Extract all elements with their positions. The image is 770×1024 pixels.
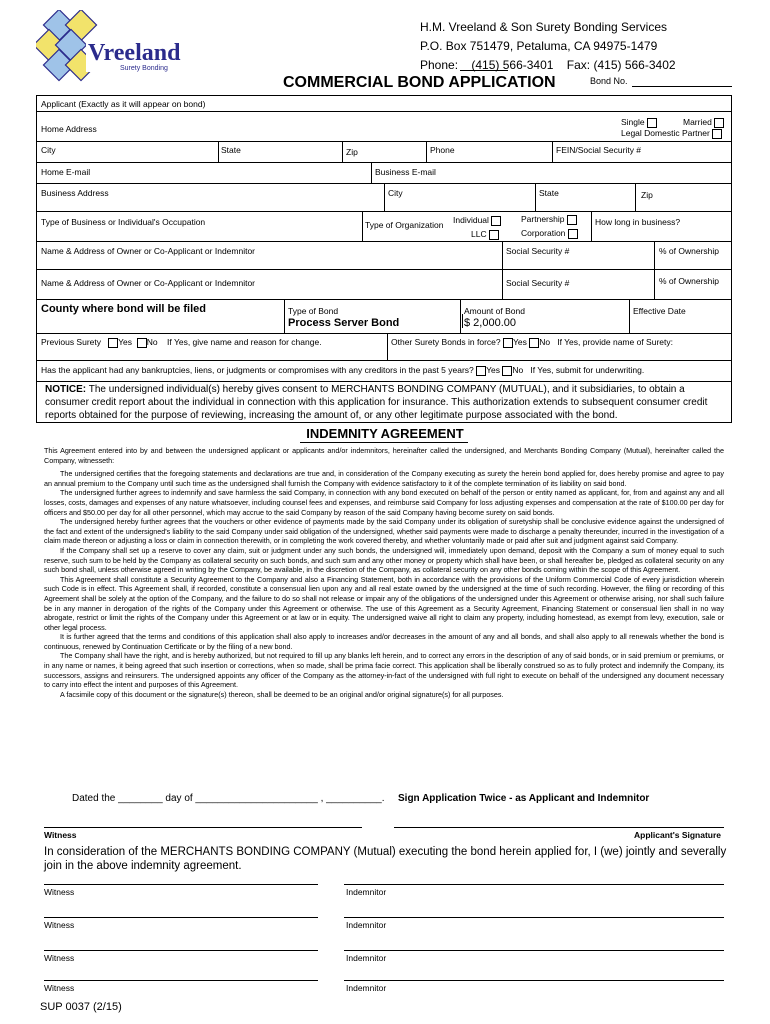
sign-twice-note: Sign Application Twice - as Applicant and Indemnitor bbox=[398, 793, 650, 804]
credit-notice: NOTICE: The undersigned individual(s) hereby gives consent to MERCHANTS BONDING COMPANY (MUTUAL), and it subsidiaries, to obtain a consumer credit report about the individual in connection with this application for insurance. This authorization extends to subsequent consumer credit reports obtained for the purpose of reviewing, increasing the amount of, or any other legitimate purpose associated with the bond. bbox=[45, 384, 708, 421]
llc-option[interactable]: LLC bbox=[471, 229, 499, 240]
phone-label: Phone bbox=[430, 145, 455, 155]
domestic-checkbox[interactable] bbox=[712, 129, 722, 139]
partnership-checkbox[interactable] bbox=[567, 215, 577, 225]
amount-bond-value[interactable]: $ 2,000.00 bbox=[464, 317, 516, 329]
domestic-option[interactable]: Legal Domestic Partner bbox=[621, 128, 722, 139]
state-label: State bbox=[221, 145, 241, 155]
company-info bbox=[420, 18, 676, 75]
type-bond-label: Type of Bond bbox=[288, 306, 339, 316]
company-contact: Phone: (415) 566-3401 Fax: (415) 566-3402 bbox=[420, 58, 676, 72]
witness-2-label: Witness bbox=[44, 920, 75, 930]
indemnitor-3-label: Indemnitor bbox=[346, 953, 387, 963]
indemnity-title: INDEMNITY AGREEMENT bbox=[306, 426, 464, 441]
amount-bond-label: Amount of Bond bbox=[464, 306, 525, 316]
ownership2-label: % of Ownership bbox=[659, 276, 719, 286]
witness-label: Witness bbox=[44, 830, 77, 840]
single-checkbox[interactable] bbox=[647, 118, 657, 128]
dated-line[interactable]: Dated the ________ day of ______________________ , __________. bbox=[72, 793, 385, 804]
bankruptcy-yes-checkbox[interactable] bbox=[476, 366, 486, 376]
other-bonds-yes-checkbox[interactable] bbox=[503, 338, 513, 348]
logo-text: Vreeland bbox=[88, 40, 181, 66]
company-logo bbox=[36, 10, 196, 92]
other-bonds-no-checkbox[interactable] bbox=[529, 338, 539, 348]
zip-label: Zip bbox=[346, 147, 358, 157]
individual-checkbox[interactable] bbox=[491, 216, 501, 226]
indemnity-text: This Agreement entered into by and between the undersigned applicant or applicants and/or indemnitors, hereinafter called the undersigned, and Merchants Bonding Company (Mutual), hereinafter called the Company, witnesseth: The undersigned certifies that the foregoing statements and declarations are true and, in consideration of the Company executing as surety the herein bond applied for, does hereby promise and agree to pay an annual premium to the Company until such time as the undersigned shall furnish the Company with evidence satisfactory to it of the complete termination of its liability on said bond. The undersigned further agrees to indemnify and save harmless the said Company, in connection with any bond executed on behalf of the person or entity named as applicant, for, from and against any and all losses, costs, damages and expenses of any nature whatsoever, including counsel fees and expenses, and reimburse said Company for loss adjusting expenses and compensation at the rate of $100.00 per day for officers and $50.00 per day for all other personnel, which may accrue to the said Company by reason of the said Company having become surety on said bonds. The undersigned hereby further agrees that the vouchers or other evidence of payments made by the said Company under its obligation of suretyship shall be conclusive evidence against the undersigned of the fact and extent of the undersigned's liability to the said Company under said obligation of the undersigned, whether said payments were made to discharge a penalty thereunder, incurred in the investigation of a claim made thereon or adjusting a loss or claim in connection therewith, or in completing the work covered thereby, and whether voluntarily made or paid after suit and judgment against said Company. If the Company shall set up a reserve to cover any claim, suit or judgment under any such bonds, the undersigned will, immediately upon demand, deposit with the Company a sum of money equal to such reserve, such sum to be held by the Company as collateral security on such bonds, and such sum and any other money or property which shall have been, or shall hereafter be, pledged as collateral security on any such bond shall, unless otherwise agreed in writing by the Company, be available, in the discretion of the Company, as collateral security on any other bonds coming within the scope of this Agreement. This Agreement shall constitute a Security Agreement to the Company and also a Financing Statement, both in accordance with the provisions of the Uniform Commercial Code of every jurisdiction wherein such Code is in effect. This Agreement shall, if recorded, constitute a consensual lien upon any and all real estate owned by the undersigned at the time of such recording. However, the filing or recording of this Agreement shall be solely at the option of the Company, and the failure to do so shall not release or impair any of the obligations of the undersigned under this Agreement or otherwise arising, nor shall such failure be in any manner in derogation of the rights of the Company under this Agreement or otherwise. The use of this Agreement as a Security Agreement, Financing Statement or consensual lien shall in no way abrogate, restrict or limit the rights of the Company under this Agreement or at law or in equity. The undersigned waive all right to claim any property, including homestead, as exempt from levy, execution, sale or other legal process. It is further agreed that the terms and conditions of this application shall also apply to increases and/or decreases in the amount of any and all bonds, and shall also apply to all renewals whether the bond is continuous, renewed by Continuation Certificate or by the filing of a new bond. The Company shall have the right, and is hereby authorized, but not required to fill up any blanks left herein, and to correct any errors in the description of any of said bonds, or in said premium or premiums, or in any name or names, it being agreed that such insertion or corrections, when so made, shall be prima facie correct. This application shall be liberally construed so as to fully protect and indemnify the Company, its successors, assigns and reinsurers. The undersigned appoints any officer of the Company as the attorney-in-fact of the undersigned with full right to execute on behalf of the undersigned any document necessary to carry into effect the intent and purposes of this Agreement. A facsimile copy of this document or the signature(s) thereon, shall be deemed to be an original and/or original signature(s) for all purposes. bbox=[44, 446, 724, 699]
individual-option[interactable]: Individual bbox=[453, 215, 501, 226]
ssn2-label: Social Security # bbox=[506, 278, 570, 288]
llc-checkbox[interactable] bbox=[489, 230, 499, 240]
corporation-option[interactable]: Corporation bbox=[521, 228, 578, 239]
married-option[interactable]: Married bbox=[683, 117, 724, 128]
form-code: SUP 0037 (2/15) bbox=[40, 1001, 122, 1013]
company-address: P.O. Box 751479, Petaluma, CA 94975-1479 bbox=[420, 39, 658, 53]
business-email-label: Business E-mail bbox=[375, 167, 436, 177]
bond-no-label: Bond No. bbox=[590, 76, 628, 86]
company-name: H.M. Vreeland & Son Surety Bonding Services bbox=[420, 20, 668, 34]
business-address-label: Business Address bbox=[41, 188, 109, 198]
home-email-label: Home E-mail bbox=[41, 167, 91, 177]
type-bond-value[interactable]: Process Server Bond bbox=[288, 317, 400, 329]
effective-date-label: Effective Date bbox=[633, 306, 686, 316]
bond-no-field[interactable] bbox=[632, 86, 732, 87]
city2-label: City bbox=[388, 188, 403, 198]
home-address-label: Home Address bbox=[41, 124, 97, 134]
county-label: County where bond will be filed bbox=[41, 303, 207, 315]
owner1-label: Name & Address of Owner or Co-Applicant or Indemnitor bbox=[41, 246, 256, 256]
witness-3-label: Witness bbox=[44, 953, 75, 963]
ssn1-label: Social Security # bbox=[506, 246, 570, 256]
indemnitor-2-label: Indemnitor bbox=[346, 920, 387, 930]
bankruptcy-no-checkbox[interactable] bbox=[502, 366, 512, 376]
witness-1-label: Witness bbox=[44, 887, 75, 897]
single-option[interactable]: Single bbox=[621, 117, 657, 128]
zip2-label: Zip bbox=[641, 190, 653, 200]
how-long-label: How long in business? bbox=[595, 217, 681, 227]
corporation-checkbox[interactable] bbox=[568, 229, 578, 239]
indemnitor-4-label: Indemnitor bbox=[346, 983, 387, 993]
page-title: COMMERCIAL BOND APPLICATION bbox=[283, 74, 556, 91]
application-form bbox=[36, 95, 732, 423]
ownership1-label: % of Ownership bbox=[659, 246, 719, 256]
other-bonds-group: Other Surety Bonds in force? Yes No If Yes, provide name of Surety: bbox=[391, 337, 673, 347]
city-label: City bbox=[41, 145, 56, 155]
applicant-label: Applicant (Exactly as it will appear on bond) bbox=[41, 99, 206, 109]
owner2-label: Name & Address of Owner or Co-Applicant or Indemnitor bbox=[41, 278, 256, 288]
indemnitor-1-label: Indemnitor bbox=[346, 887, 387, 897]
consideration-text: In consideration of the MERCHANTS BONDING COMPANY (Mutual) executing the bond herein applied for, I (we) jointly and severally join in the above indemnity agreement. bbox=[44, 846, 727, 872]
partnership-option[interactable]: Partnership bbox=[521, 214, 577, 225]
bankruptcy-group: Has the applicant had any bankruptcies, liens, or judgments or compromises with any creditors in the past 5 years? Yes No If Yes, submit for underwriting. bbox=[41, 365, 645, 375]
applicant-signature-label: Applicant's Signature bbox=[634, 830, 722, 840]
type-business-label: Type of Business or Individual's Occupation bbox=[41, 217, 206, 227]
prev-surety-group: Previous Surety Yes No If Yes, give name and reason for change. bbox=[41, 337, 322, 347]
state2-label: State bbox=[539, 188, 559, 198]
logo-subtext: Surety Bonding bbox=[120, 65, 168, 72]
fein-label: FEIN/Social Security # bbox=[556, 145, 642, 155]
witness-4-label: Witness bbox=[44, 983, 75, 993]
married-checkbox[interactable] bbox=[714, 118, 724, 128]
prev-surety-yes-checkbox[interactable] bbox=[108, 338, 118, 348]
prev-surety-no-checkbox[interactable] bbox=[137, 338, 147, 348]
type-org-label: Type of Organization bbox=[365, 220, 444, 230]
